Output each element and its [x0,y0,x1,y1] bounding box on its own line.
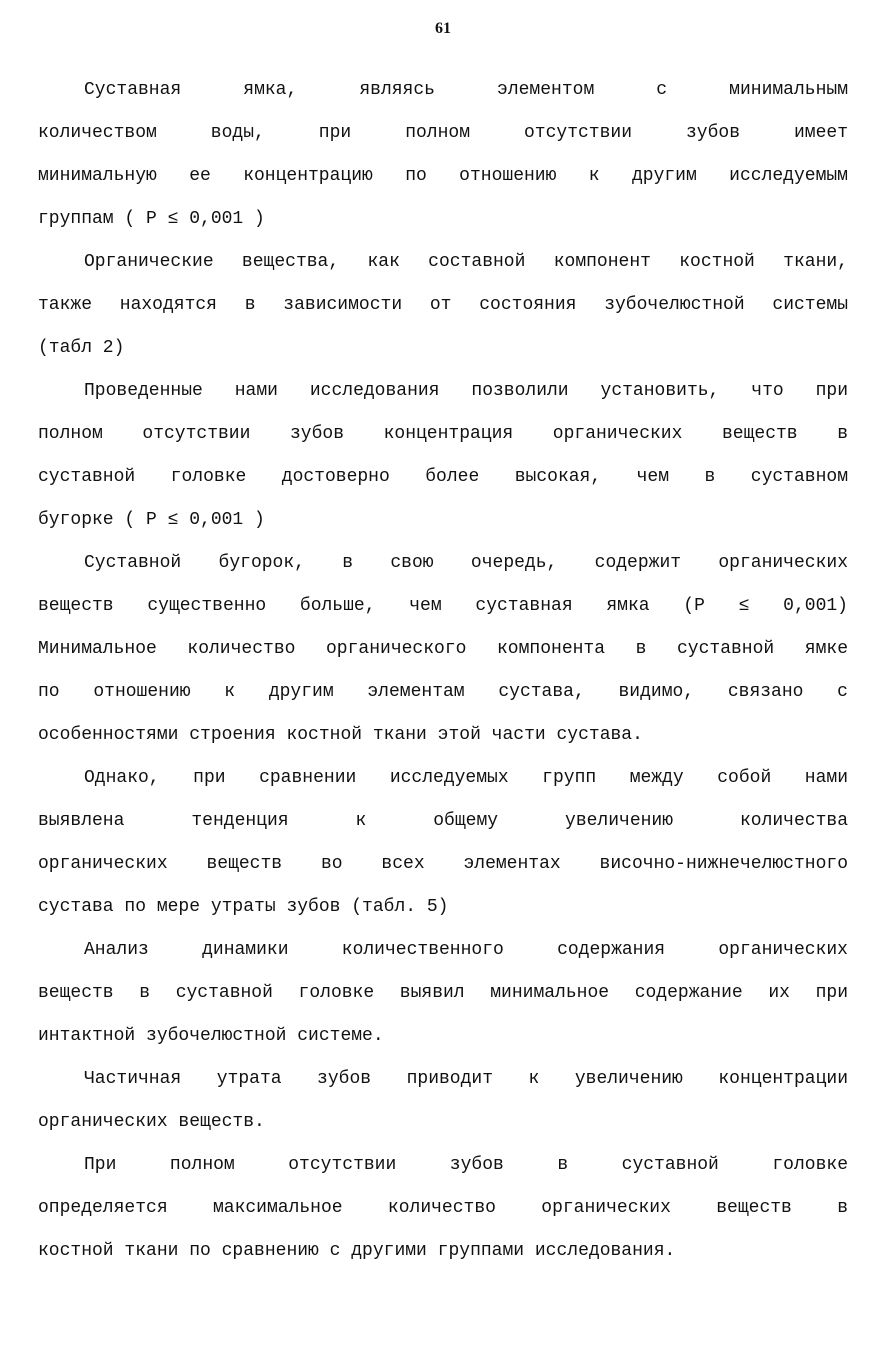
paragraph-1 [38,69,848,241]
text-line: полном отсутствии зубов концентрация органических веществ в [38,424,848,444]
text-line: Суставная ямка, являясь элементом с минимальным [84,80,848,100]
text-line: выявлена тенденция к общему увеличению количества [38,811,848,831]
text-line: веществ в суставной головке выявил минимальное содержание их при [38,983,848,1003]
paragraph-8 [38,1144,848,1273]
text-line: сустава по мере утраты зубов (табл. 5) [38,897,449,917]
text-line: Минимальное количество органического компонента в суставной ямке [38,639,848,659]
page-number: 61 [435,20,451,37]
paragraph-7 [38,1058,848,1144]
text-line: по отношению к другим элементам сустава, видимо, связано с [38,682,848,702]
text-line: минимальную ее концентрацию по отношению к другим исследуемым [38,166,848,186]
text-line: (табл 2) [38,338,125,358]
text-line: При полном отсутствии зубов в суставной головке [84,1155,848,1175]
text-line: группам ( P ≤ 0,001 ) [38,209,265,229]
paragraph-6 [38,929,848,1058]
paragraph-4 [38,542,848,757]
text-line: также находятся в зависимости от состояния зубочелюстной системы [38,295,848,315]
document-body [38,69,848,1273]
text-line: органических веществ. [38,1112,265,1132]
text-line: органических веществ во всех элементах височно-нижнечелюстного [38,854,848,874]
paragraph-2 [38,241,848,370]
text-line: интактной зубочелюстной системе. [38,1026,384,1046]
text-line: суставной головке достоверно более высокая, чем в суставном [38,467,848,487]
text-line: определяется максимальное количество органических веществ в [38,1198,848,1218]
text-line: Частичная утрата зубов приводит к увеличению концентрации [84,1069,848,1089]
text-line: Суставной бугорок, в свою очередь, содержит органических [84,553,848,573]
text-line: Анализ динамики количественного содержания органических [84,940,848,960]
text-line: костной ткани по сравнению с другими группами исследования. [38,1241,676,1261]
paragraph-3 [38,370,848,542]
text-line: веществ существенно больше, чем суставная ямка (P ≤ 0,001) [38,596,848,616]
paragraph-5 [38,757,848,929]
text-line: Органические вещества, как составной компонент костной ткани, [84,252,848,272]
text-line: Однако, при сравнении исследуемых групп между собой нами [84,768,848,788]
text-line: особенностями строения костной ткани этой части сустава. [38,725,643,745]
text-line: количеством воды, при полном отсутствии зубов имеет [38,123,848,143]
text-line: Проведенные нами исследования позволили установить, что при [84,381,848,401]
text-line: бугорке ( P ≤ 0,001 ) [38,510,265,530]
